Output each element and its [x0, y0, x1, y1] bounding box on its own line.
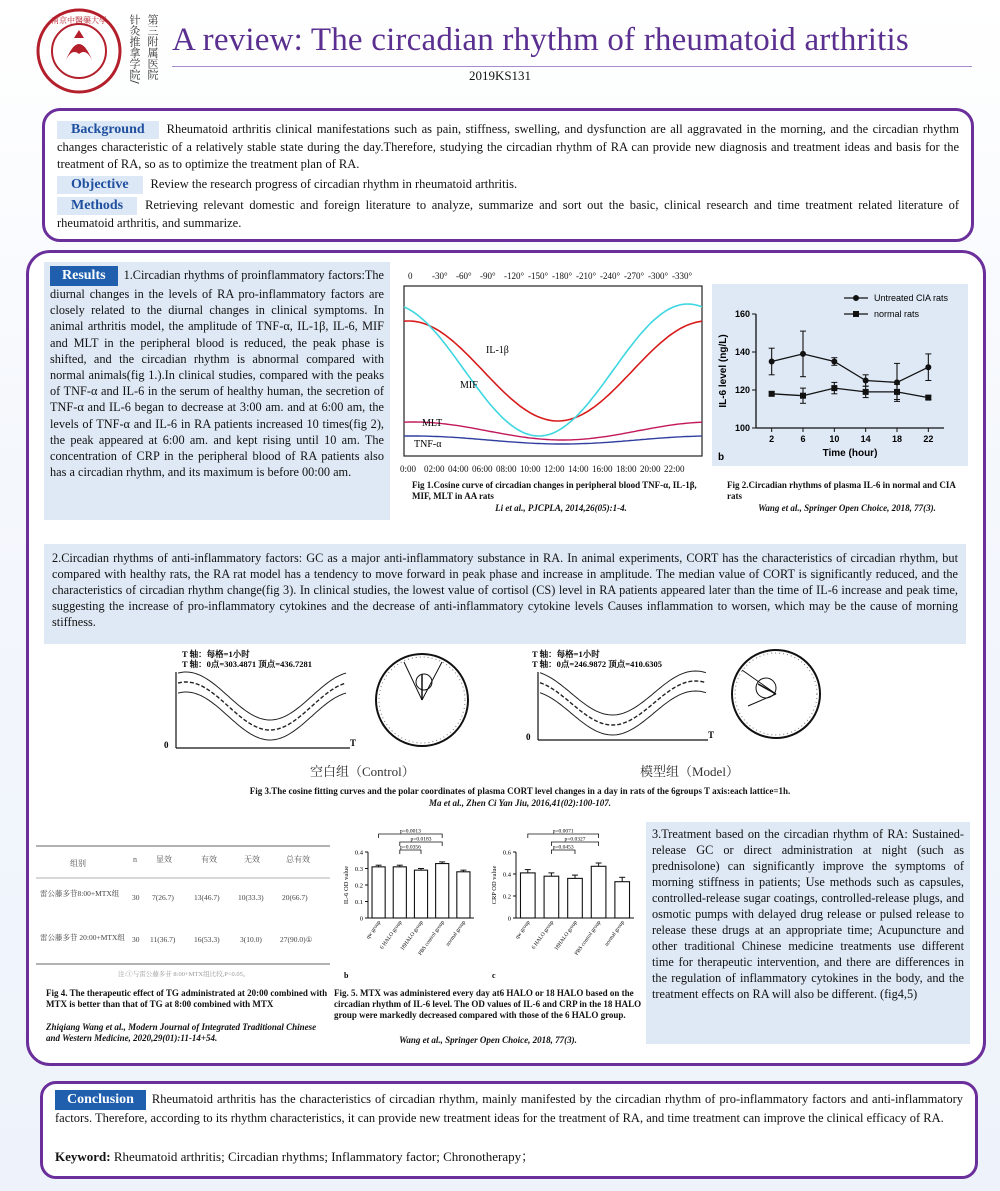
fig1-cosine-chart: [398, 266, 710, 478]
fig5-category-label: 6 HALO group: [379, 919, 404, 951]
fig5-category-label: qw group: [365, 919, 383, 941]
conclusion-label: Conclusion: [55, 1090, 146, 1110]
fig5-bar: [591, 866, 606, 918]
fig5-ylabel: CRP OD value: [491, 865, 498, 905]
fig1-top-tick: -210°: [576, 271, 597, 281]
objective-paragraph: [57, 176, 959, 194]
fig4-row1-n: 30: [132, 893, 140, 902]
title-underline: [172, 66, 972, 67]
fig2-ylabel: IL-6 level (ng/L): [718, 334, 729, 408]
fig3-control-label: 空白组（Control）: [310, 764, 415, 779]
fig5-il6-bar-chart: [338, 822, 482, 982]
conclusion-text: Rheumatoid arthritis has the characteristics of circadian rhythm, mainly manifested by the circadian rhythm of pro-inflammatory factors and anti-inflammatory factors. Therefore, according to its rhythm characteristics, it can provide new treatment ideas for the treatment of RA, and time treatment can improve the clinical efficacy of RA.: [55, 1092, 963, 1125]
fig4-row1-c1: 7(26.7): [152, 893, 174, 902]
poster-header: [0, 0, 1000, 100]
fig3-control-t: T: [350, 738, 357, 748]
fig2-point: [800, 393, 806, 399]
fig2-xlabel: Time (hour): [822, 448, 878, 459]
fig4-row1-c3: 10(33.3): [238, 893, 264, 902]
fig2-point: [925, 364, 931, 370]
methods-label: Methods: [57, 197, 137, 215]
fig4-table-panel: [36, 842, 330, 982]
fig4-row1-c4: 20(66.7): [282, 893, 308, 902]
fig5-bar: [372, 867, 385, 918]
fig2-point: [925, 395, 931, 401]
fig4-row2-c4: 27(90.0)①: [280, 935, 313, 944]
fig2-panel-letter: b: [718, 452, 725, 463]
fig2-series-line-1: [772, 388, 929, 398]
fig1-top-tick: 0: [408, 271, 413, 281]
fig1-plot-frame: [404, 286, 702, 456]
fig1-caption: [412, 480, 710, 502]
fig1-panel: [398, 266, 710, 478]
keyword-label: Keyword:: [55, 1149, 111, 1164]
fig4-note: 注:①与雷公藤多苷 8:00+MTX组比较,P<0.05。: [118, 971, 250, 978]
fig1-top-tick: -150°: [528, 271, 549, 281]
fig2-point: [831, 385, 837, 391]
fig5-y-tick: 0.4: [502, 871, 511, 879]
fig2-x-tick: 14: [860, 434, 871, 444]
section3-text: 3.Treatment based on the circadian rhythm of RA: Sustained-release GC or direct administration at night (such as prednisolone) can significantly improve the symptoms of morning stiffness in patients; Use methods such as capsules, controlled-release sugar coatings, controlled-release plugs, and osmotic pumps with delayed drug release or pulsed release to release these drugs at an appropriate time; Acupuncture and other traditional Chinese medicine treatments use different time for therapeutic intervention, and there are differences in the regulation of inflammatory cytokines in the body, and the treatment effects on RA will also be different. (fig4,5): [652, 827, 964, 1001]
fig3-control-header-2: T 轴：0点=303.4871 顶点=436.7281: [182, 659, 312, 669]
fig4-row2-n: 30: [132, 935, 140, 944]
fig1-bottom-tick: 18:00: [616, 464, 637, 474]
fig2-point: [894, 389, 900, 395]
fig1-top-tick: -270°: [624, 271, 645, 281]
fig2-caption-text: Fig 2.Circadian rhythms of plasma IL-6 in normal and CIA rats: [727, 480, 956, 501]
fig2-legend-entry: normal rats: [874, 309, 920, 319]
fig5-y-tick: 0.2: [354, 882, 363, 890]
fig3-control-zero: 0: [164, 740, 169, 750]
fig2-x-tick: 10: [829, 434, 840, 444]
poster-subtitle: 2019KS131: [468, 68, 532, 83]
fig5-category-label: normal group: [445, 919, 468, 948]
fig1-bottom-tick: 12:00: [544, 464, 565, 474]
fig2-panel: [712, 284, 968, 466]
fig5-bar: [457, 872, 470, 918]
keyword-text: Rheumatoid arthritis; Circadian rhythms; Inflammatory factor; Chronotherapy；: [113, 1149, 535, 1164]
fig5-bar: [544, 876, 559, 918]
fig4-citation-text: Zhiqiang Wang et al., Modern Journal of Integrated Traditional Chinese and Western Medicine, 2020,29(01):11-14+54.: [46, 1022, 317, 1043]
fig3-curve: [178, 682, 346, 730]
fig5-panel-letter: b: [344, 971, 349, 980]
fig5-bar: [436, 864, 449, 918]
fig3-citation: [140, 798, 900, 809]
objective-text: Review the research progress of circadian rhythm in rheumatoid arthritis.: [150, 177, 518, 191]
fig5-category-label: PBS control group: [573, 919, 603, 957]
fig5-bar: [615, 882, 630, 918]
results-panel: [44, 262, 390, 520]
fig5-category-label: 18HALO group: [553, 919, 579, 952]
fig5-significance-bracket: [528, 834, 599, 838]
fig2-point: [769, 391, 775, 397]
fig1-label-tnfa: TNF-α: [414, 439, 442, 450]
fig3-model-zero: 0: [526, 732, 531, 742]
fig2-citation-text: Wang et al., Springer Open Choice, 2018, 77(3).: [758, 503, 936, 513]
fig5-bar: [568, 878, 583, 918]
fig5-y-tick: 0.4: [354, 849, 363, 857]
fig4-row2-c2: 16(53.3): [194, 935, 220, 944]
section3-panel: [646, 822, 970, 1044]
fig2-x-tick: 2: [769, 434, 775, 444]
fig2-y-tick: 160: [734, 309, 750, 319]
fig5-bar: [393, 867, 406, 918]
background-label: Background: [57, 121, 159, 139]
objective-label: Objective: [57, 176, 143, 194]
fig4-row2-c3: 3(10.0): [240, 935, 262, 944]
fig3-cosine-polar: [160, 648, 870, 786]
fig4-table: [36, 842, 330, 982]
fig2-point: [800, 351, 806, 357]
fig3-control-header-1: T 轴：每格=1小时: [182, 649, 250, 659]
fig5-caption-text: Fig. 5. MTX was administered every day at6 HALO or 18 HALO based on the circadian rhythm of IL-6 level. The OD values of IL-6 and CRP in the 18 HALO group were markedly decreased compared with those of the 6 HALO group.: [334, 988, 642, 1020]
fig4-row1-group: 雷公藤多苷8:00+MTX组: [40, 889, 120, 898]
fig2-point: [863, 389, 869, 395]
fig5-bar: [414, 870, 427, 918]
fig4-row1-c2: 13(46.7): [194, 893, 220, 902]
fig5-p-value: p=0.0071: [552, 828, 574, 835]
poster-title: A review: The circadian rhythm of rheumatoid arthritis: [172, 22, 909, 58]
section2-panel: [44, 544, 966, 644]
fig5-category-label: qw group: [514, 919, 532, 941]
fig1-bottom-tick: 02:00: [424, 464, 445, 474]
fig4-caption: [46, 988, 330, 1010]
fig2-legend-entry: Untreated CIA rats: [874, 293, 949, 303]
fig5-category-label: normal group: [603, 919, 626, 948]
fig5-citation: [334, 1035, 642, 1046]
fig3-caption: [140, 786, 900, 797]
fig1-top-tick: -240°: [600, 271, 621, 281]
fig1-top-tick: -120°: [504, 271, 525, 281]
fig5-y-tick: 0.6: [502, 849, 511, 857]
fig1-citation-text: Li et al., PJCPLA, 2014,26(05):1-4.: [495, 503, 627, 513]
results-text: 1.Circadian rhythms of proinflammatory factors:The diurnal changes in the levels of RA pro-inflammatory factors are closely related to the diurnal changes in clinical symptoms. In animal arthritis model, the amplitude of TNF-α, IL-1β, IL-6, MIF and MLT in the peripheral blood is reduced, the peak phase is shifted, and the circadian rhythm is abnormal compared with normal animals(fig 1.).In clinical studies, compared with the peaks of TNF-α and IL-6 in the serum of healthy human, the secretion of TNF-α and IL-6 began to decrease at 3:00 am. and at 6:00 am, the levels of TNF-α and IL-6 in RA patients increased 10 times(fig 2), the peak appeared at 6:00 am. and kept rising until 10 am. The concentration of CRP in the peripheral blood of RA patients also has a circadian rhythm, and its maximum is before 00:00 am.: [50, 268, 384, 480]
fig1-bottom-tick: 06:00: [472, 464, 493, 474]
fig5-y-tick: 0.2: [502, 893, 511, 901]
fig3-model-label: 模型组（Model）: [640, 764, 739, 779]
fig5-y-tick: 0.3: [354, 866, 363, 873]
fig5-y-tick: 0.1: [354, 899, 363, 906]
fig5-crp-bar-chart: [486, 822, 642, 982]
fig5-significance-bracket: [400, 850, 421, 854]
fig2-point: [831, 359, 837, 365]
fig3-model-header-2: T 轴：0点=246.9872 顶点=410.6305: [532, 659, 662, 669]
fig5-bar: [520, 873, 535, 918]
fig1-bottom-tick: 20:00: [640, 464, 661, 474]
fig5-significance-bracket: [551, 850, 575, 854]
fig4-header-c3: 无效: [244, 855, 260, 864]
fig1-label-mlt: MLT: [422, 418, 443, 429]
fig1-bottom-tick: 08:00: [496, 464, 517, 474]
abstract-box: [42, 108, 974, 242]
fig3-curve: [178, 672, 346, 720]
fig1-bottom-tick: 10:00: [520, 464, 541, 474]
fig5-crp-panel: [486, 822, 642, 982]
fig5-category-label: 6 HALO group: [530, 919, 556, 951]
fig3-model-header-1: T 轴：每格=1小时: [532, 649, 600, 659]
fig5-panel-letter: c: [492, 971, 496, 980]
fig1-label-il1b: IL-1β: [486, 345, 509, 356]
fig1-top-tick: -180°: [552, 271, 573, 281]
fig2-point: [769, 359, 775, 365]
fig1-caption-text: Fig 1.Cosine curve of circadian changes in peripheral blood TNF-α, IL-1β, MIF, MLT in AA rats: [412, 480, 697, 501]
methods-paragraph: [57, 197, 959, 232]
fig5-ylabel: IL-6 OD value: [343, 865, 350, 905]
conclusion-paragraph: [55, 1090, 963, 1127]
fig1-top-tick: -330°: [672, 271, 693, 281]
fig5-category-label: PBS control group: [417, 919, 446, 957]
fig5-p-value: p=0.0327: [564, 836, 586, 843]
fig5-caption: [334, 988, 642, 1021]
fig4-caption-text: Fig 4. The therapeutic effect of TG administrated at 20:00 combined with MTX is better than that of TG at 8:00 combined with MTX: [46, 988, 328, 1009]
fig2-y-tick: 100: [734, 423, 750, 433]
fig2-point: [863, 378, 869, 384]
fig5-p-value: p=0.0013: [399, 828, 421, 835]
fig3-citation-text: Ma et al., Zhen Ci Yan Jiu, 2016,41(02):100-107.: [428, 798, 611, 808]
fig2-y-tick: 140: [734, 347, 750, 357]
fig5-category-label: 18HALO group: [399, 919, 425, 952]
results-label: Results: [50, 266, 118, 286]
fig1-bottom-tick: 16:00: [592, 464, 613, 474]
fig4-row2-group: 雷公藤多苷 20:00+MTX组: [40, 933, 125, 942]
fig2-x-tick: 6: [800, 434, 806, 444]
fig5-y-tick: 0: [359, 915, 363, 923]
fig2-line-chart: [712, 284, 968, 466]
fig2-citation: [727, 503, 967, 514]
fig4-header-c1: 显效: [156, 855, 172, 864]
fig4-row2-c1: 11(36.7): [150, 935, 176, 944]
fig1-bottom-tick: 04:00: [448, 464, 469, 474]
conclusion-box: [40, 1081, 978, 1179]
fig1-bottom-tick: 0:00: [400, 464, 417, 474]
fig4-header-n: n: [133, 855, 137, 864]
fig1-label-mif: MIF: [460, 380, 478, 391]
fig4-header-c2: 有效: [201, 855, 217, 864]
methods-text: Retrieving relevant domestic and foreign literature to analyze, summarize and sort out the basic, clinical research and time treatment related literature of rheumatoid arthritis, and summarize.: [57, 198, 959, 230]
institution-line-1: 针灸推拿学院/: [128, 14, 141, 84]
fig1-top-tick: -60°: [456, 271, 472, 281]
fig1-top-tick: -300°: [648, 271, 669, 281]
fig1-top-tick: -30°: [432, 271, 448, 281]
fig2-y-tick: 120: [734, 385, 750, 395]
keyword-line: [55, 1146, 534, 1165]
fig1-bottom-tick: 22:00: [664, 464, 685, 474]
background-paragraph: [57, 121, 959, 173]
fig5-citation-text: Wang et al., Springer Open Choice, 2018, 77(3).: [399, 1035, 577, 1045]
fig3-model-t: T: [708, 730, 715, 740]
fig5-y-tick: 0: [507, 915, 511, 923]
fig5-p-value: p=0.0183: [410, 836, 432, 843]
fig4-header-c4: 总有效: [286, 855, 310, 864]
fig4-header-group: 组别: [70, 859, 86, 868]
background-text: Rheumatoid arthritis clinical manifestations such as pain, stiffness, swelling, and dysfunction are all aggravated in the morning, and the circadian rhythm changes characteristic of a relatively stable state during the day.Therefore, studying the circadian rhythm of RA can provide new diagnosis and treatment ideas and basis for the treatment of RA, so as to optimize the treatment plan of RA.: [57, 122, 959, 171]
fig3-curve: [178, 692, 346, 740]
fig5-p-value: p=0.0356: [399, 844, 421, 851]
fig3-caption-text: Fig 3.The cosine fitting curves and the polar coordinates of plasma CORT level changes in a day in rats of the 6groups T axis:each lattice=1h.: [249, 786, 791, 796]
fig5-p-value: p=0.0453: [552, 844, 574, 851]
logo-text: 南京中醫藥大學: [51, 16, 107, 25]
fig2-series-line-0: [772, 354, 929, 383]
fig1-citation: [412, 503, 710, 514]
section2-text: 2.Circadian rhythms of anti-inflammatory factors: GC as a major anti-inflammatory substance in RA. In animal experiments, CORT has the characteristics of circadian rhythm, but compared with healthy rats, the RA rat model has a tendency to move forward in peak phase and increase in amplitude. The median value of CORT is significantly reduced, and the characteristics of circadian rhythm change(fig 3). In clinical studies, the lowest value of cortisol (CS) level in RA patients appeared later than the time of IL-6 increase and peak time, suggesting the increase of pro-inflammatory cytokines and the decrease of anti-inflammatory cytokine levels Causes inflammation to worsen, which may be the cause of morning stiffness.: [52, 551, 958, 629]
fig5-il6-panel: [338, 822, 482, 982]
fig4-citation: [46, 1022, 330, 1044]
fig2-x-tick: 22: [923, 434, 934, 444]
fig2-x-tick: 18: [891, 434, 903, 444]
institution-line-2: 第三附属医院: [146, 14, 159, 80]
fig3-panel: [160, 648, 870, 786]
fig2-caption: [727, 480, 967, 502]
fig1-top-tick: -90°: [480, 271, 496, 281]
fig1-bottom-tick: 14:00: [568, 464, 589, 474]
